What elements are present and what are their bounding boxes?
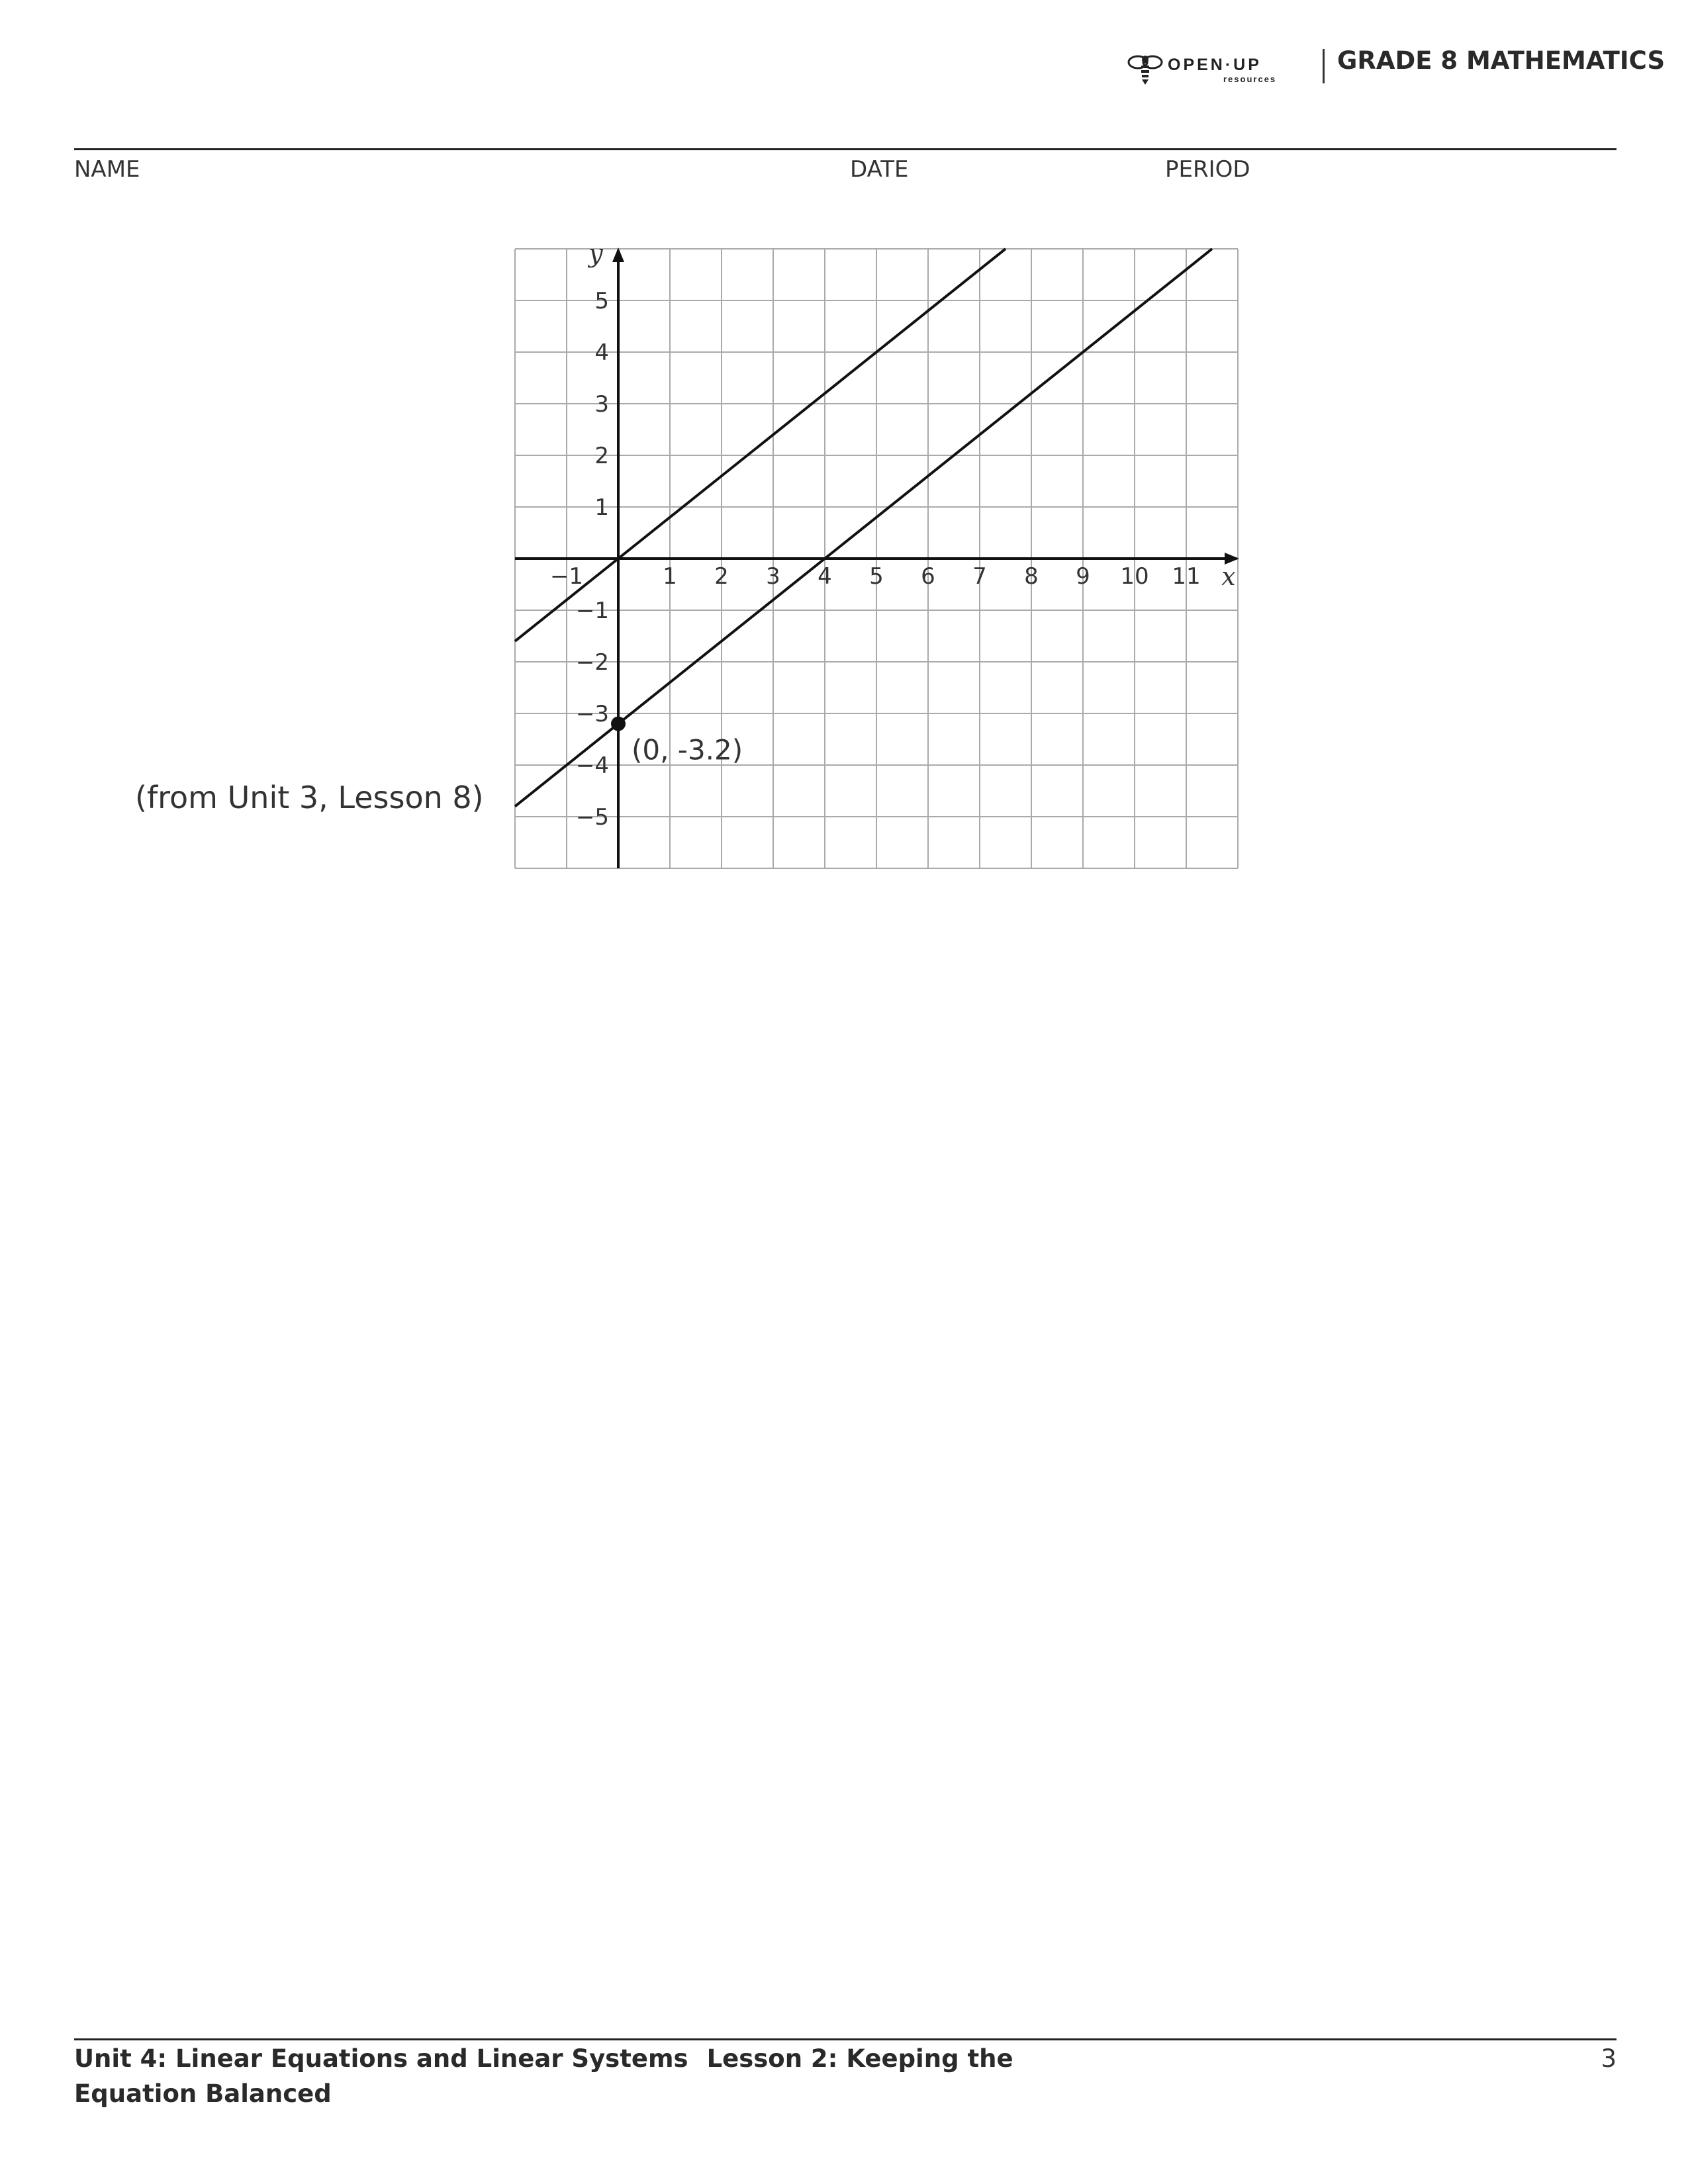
open-up-resources-logo bbox=[1125, 48, 1297, 87]
y-tick-label: 3 bbox=[594, 391, 609, 418]
x-tick-label: 10 bbox=[1120, 563, 1149, 590]
logo-wordmark: OPEN·UP bbox=[1168, 56, 1262, 74]
footer-title bbox=[74, 2041, 1034, 2111]
y-axis-label: y bbox=[588, 239, 603, 268]
bee-icon bbox=[1125, 48, 1165, 87]
y-tick-label: 4 bbox=[594, 340, 609, 366]
grade-title: GRADE 8 MATHEMATICS bbox=[1337, 46, 1665, 75]
y-tick-label: −5 bbox=[575, 804, 609, 831]
y-tick-label: −4 bbox=[575, 752, 609, 779]
x-tick-label: 1 bbox=[663, 563, 677, 590]
y-tick-label: 2 bbox=[594, 443, 609, 469]
x-tick-label: 7 bbox=[972, 563, 987, 590]
data-point-label: (0, -3.2) bbox=[632, 733, 743, 766]
graph-svg bbox=[503, 238, 1258, 831]
header-rule bbox=[74, 148, 1617, 150]
x-tick-label: 2 bbox=[714, 563, 729, 590]
logo-subtext: resources bbox=[1223, 74, 1277, 84]
x-tick-label: 8 bbox=[1024, 563, 1039, 590]
coordinate-graph bbox=[503, 238, 1258, 831]
x-axis-label: x bbox=[1221, 562, 1236, 591]
x-tick-label: 6 bbox=[921, 563, 935, 590]
x-tick-label: −1 bbox=[549, 563, 584, 590]
y-tick-label: 1 bbox=[594, 494, 609, 521]
footer-rule bbox=[74, 2038, 1617, 2040]
name-field-label: NAME bbox=[74, 156, 140, 183]
source-note: (from Unit 3, Lesson 8) bbox=[135, 780, 484, 815]
x-tick-label: 11 bbox=[1172, 563, 1201, 590]
y-tick-label: −2 bbox=[575, 649, 609, 676]
data-point bbox=[611, 717, 626, 731]
y-tick-label: −1 bbox=[575, 598, 609, 624]
x-tick-label: 3 bbox=[766, 563, 780, 590]
page-number: 3 bbox=[1601, 2044, 1617, 2073]
x-tick-label: 4 bbox=[818, 563, 832, 590]
y-tick-label: −3 bbox=[575, 701, 609, 727]
footer-lesson: Lesson 2: Keeping the Equation Balanced bbox=[74, 2044, 1013, 2108]
footer-unit: Unit 4: Linear Equations and Linear Systems bbox=[74, 2044, 688, 2073]
x-tick-label: 9 bbox=[1076, 563, 1090, 590]
y-axis-arrow bbox=[612, 248, 624, 262]
header-divider bbox=[1323, 49, 1325, 83]
period-field-label: PERIOD bbox=[1165, 156, 1250, 183]
date-field-label: DATE bbox=[850, 156, 909, 183]
y-tick-label: 5 bbox=[594, 288, 609, 314]
x-tick-label: 5 bbox=[869, 563, 884, 590]
